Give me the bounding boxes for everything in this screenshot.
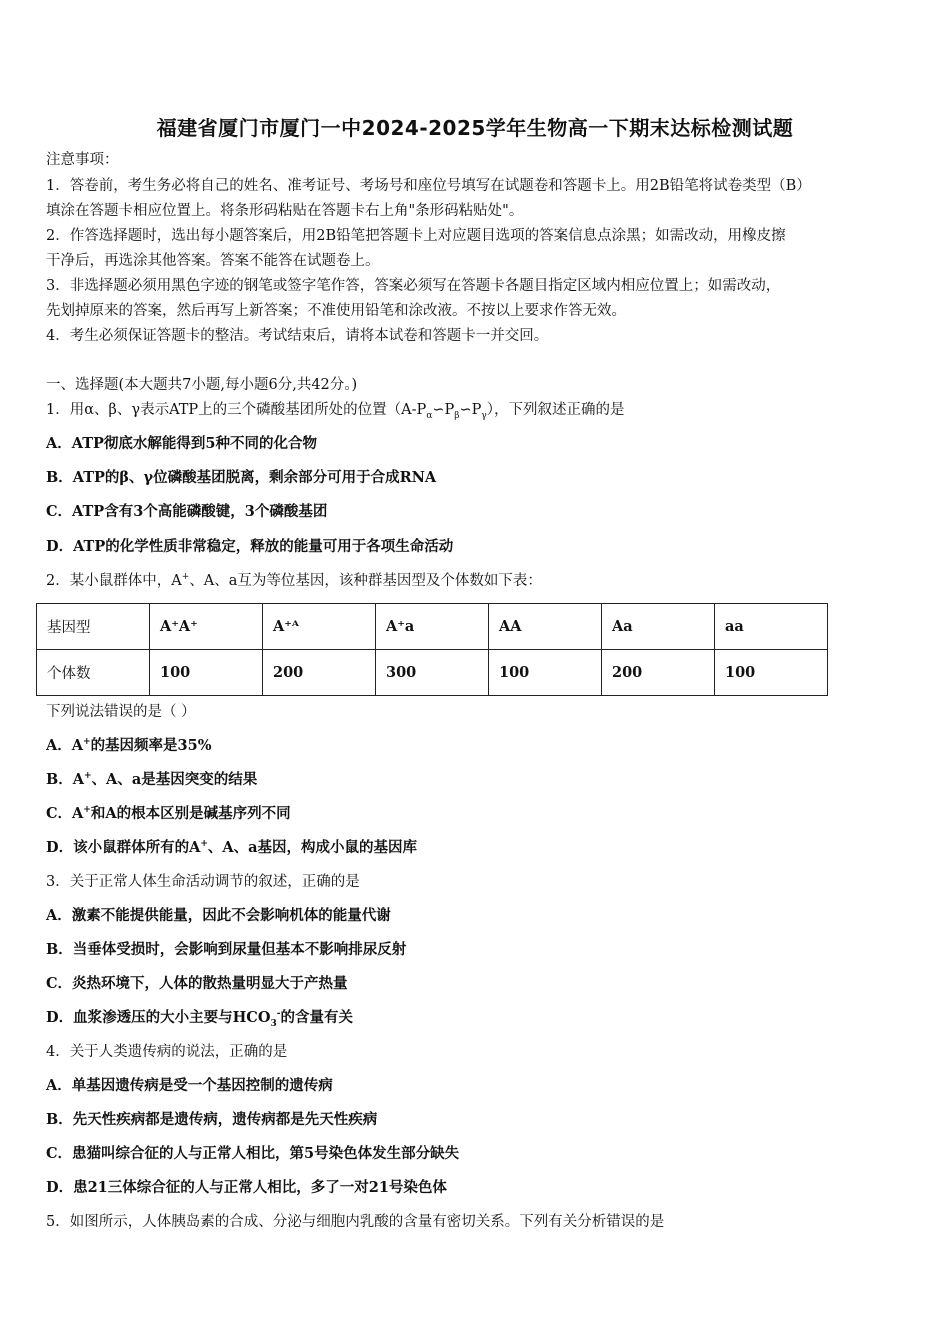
question-2-option-c: C．A+和A的根本区别是碱基序列不同: [46, 805, 291, 822]
table-cell: 200: [602, 650, 715, 696]
table-row: [37, 604, 828, 650]
question-4-option-c: C．患猫叫综合征的人与正常人相比，第5号染色体发生部分缺失: [46, 1145, 460, 1162]
table-cell: A⁺A⁺: [150, 604, 263, 650]
question-2-prompt: 下列说法错误的是（ ）: [46, 704, 196, 720]
table-cell: Aa: [602, 604, 715, 650]
question-1-option-c: C．ATP含有3个高能磷酸键，3个磷酸基团: [46, 503, 328, 520]
table-cell: 100: [715, 650, 828, 696]
question-4-option-b: B．先天性疾病都是遗传病，遗传病都是先天性疾病: [46, 1111, 378, 1128]
question-4-stem: 4．关于人类遗传病的说法，正确的是: [46, 1044, 288, 1060]
exam-title: 福建省厦门市厦门一中2024-2025学年生物高一下期末达标检测试题: [156, 116, 794, 140]
notice-line: 3．非选择题必须用黑色字迹的钢笔或签字笔作答，答案必须写在答题卡各题目指定区域内相应位置上；如需改动，: [46, 278, 781, 294]
question-2-stem: 2．某小鼠群体中，A+、A、a互为等位基因，该种群基因型及个体数如下表：: [46, 572, 542, 589]
section-heading: 一、选择题(本大题共7小题,每小题6分,共42分。): [46, 377, 358, 393]
question-3-option-b: B．当垂体受损时，会影响到尿量但基本不影响排尿反射: [46, 941, 407, 958]
question-1-option-a: A．ATP彻底水解能得到5种不同的化合物: [46, 435, 317, 452]
question-1-option-d: D．ATP的化学性质非常稳定，释放的能量可用于各项生命活动: [46, 538, 454, 555]
table-header-cell: 个体数: [37, 650, 150, 696]
table-cell: A⁺a: [376, 604, 489, 650]
question-1-stem: 1．用α、β、γ表示ATP上的三个磷酸基团所处的位置$(A-P_\alpha∽P_\beta∽P_\gamma)$，下列叙述正确的是: [46, 402, 625, 421]
question-2-option-d: D．该小鼠群体所有的A+、A、a基因，构成小鼠的基因库: [46, 839, 418, 856]
table-cell: 300: [376, 650, 489, 696]
question-4-option-d: D．患21三体综合征的人与正常人相比，多了一对21号染色体: [46, 1179, 447, 1196]
notice-line: 干净后，再选涂其他答案。答案不能答在试题卷上。: [46, 253, 380, 269]
table-cell: AA: [489, 604, 602, 650]
table-header-cell: 基因型: [37, 604, 150, 650]
table-cell: 100: [489, 650, 602, 696]
table-cell: A⁺ᴬ: [263, 604, 376, 650]
notice-line: 2．作答选择题时，选出每小题答案后，用2B铅笔把答题卡上对应题目选项的答案信息点涂黑；如需改动，用橡皮擦: [46, 228, 786, 244]
question-3-option-c: C．炎热环境下，人体的散热量明显大于产热量: [46, 975, 348, 992]
question-2-option-a: A．A+的基因频率是35%: [46, 737, 212, 754]
table-cell: aa: [715, 604, 828, 650]
table-cell: 200: [263, 650, 376, 696]
table-cell: 100: [150, 650, 263, 696]
question-1-option-b: B．ATP的β、γ位磷酸基团脱离，剩余部分可用于合成RNA: [46, 469, 437, 486]
genotype-table: [36, 603, 828, 696]
table-row: [37, 650, 828, 696]
notice-line: 1．答卷前，考生务必将自己的姓名、准考证号、考场号和座位号填写在试题卷和答题卡上。用2B铅笔将试卷类型（B）: [46, 178, 811, 194]
question-5-stem: 5．如图所示，人体胰岛素的合成、分泌与细胞内乳酸的含量有密切关系。下列有关分析错误的是: [46, 1214, 665, 1230]
notice-heading: 注意事项：: [46, 152, 119, 168]
notice-line: 4．考生必须保证答题卡的整洁。考试结束后，请将本试卷和答题卡一并交回。: [46, 328, 549, 344]
question-3-option-d: D．血浆渗透压的大小主要与$HCO_3^-$的含量有关: [46, 1009, 353, 1029]
notice-line: 填涂在答题卡相应位置上。将条形码粘贴在答题卡右上角"条形码粘贴处"。: [46, 203, 524, 219]
question-3-option-a: A．激素不能提供能量，因此不会影响机体的能量代谢: [46, 907, 391, 924]
question-3-stem: 3．关于正常人体生命活动调节的叙述，正确的是: [46, 874, 360, 890]
question-2-option-b: B．A+、A、a是基因突变的结果: [46, 771, 258, 788]
notice-line: 先划掉原来的答案，然后再写上新答案；不准使用铅笔和涂改液。不按以上要求作答无效。: [46, 303, 626, 319]
question-4-option-a: A．单基因遗传病是受一个基因控制的遗传病: [46, 1077, 333, 1094]
